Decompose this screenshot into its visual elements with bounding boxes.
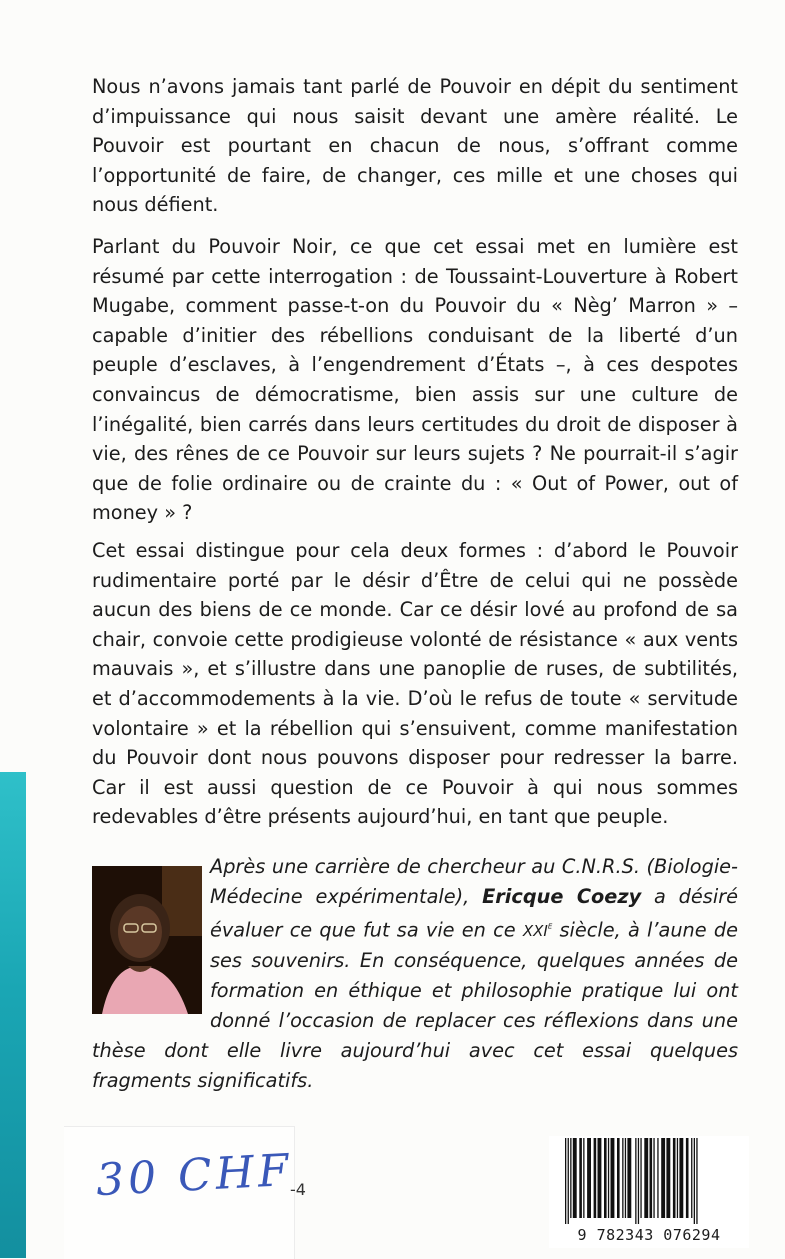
barcode-number: 9 782343 076294 [577, 1226, 721, 1244]
barcode-bar [657, 1138, 658, 1218]
barcode-bar [653, 1138, 654, 1218]
bio-century-sup: e [547, 921, 553, 932]
barcode-bar [598, 1138, 602, 1218]
barcode-bar [644, 1138, 648, 1218]
barcode-bar [594, 1138, 597, 1218]
barcode-bar [573, 1138, 577, 1218]
barcode-bar [666, 1138, 670, 1218]
barcode-bar [604, 1138, 607, 1218]
barcode-bar [625, 1138, 626, 1218]
barcode-bar [617, 1138, 620, 1218]
barcode-bars [563, 1138, 739, 1224]
barcode-bar [622, 1138, 623, 1218]
barcode-bar [587, 1138, 591, 1218]
barcode-bar [570, 1138, 571, 1218]
barcode-bar [673, 1138, 676, 1218]
barcode-bar [627, 1138, 631, 1218]
barcode-bar [638, 1138, 639, 1224]
cover-spine-strip [0, 772, 26, 1258]
barcode [549, 1136, 749, 1248]
barcode-bar [568, 1138, 569, 1224]
author-name: Ericque Coezy [482, 885, 642, 908]
photo-spacer [92, 852, 210, 1020]
bio-text-end: siècle, à l’aune de ses souvenirs. En conséquence, quelques années de formation en éthique et philosophie pratique lui ont donné l’occasion de replacer ces réflexions dans une thèse dont elle livre aujourd’hui avec cet essai quelques fragments significatifs. [92, 918, 738, 1093]
bio-text-middle: a désiré évaluer ce que fut sa vie en ce [210, 885, 738, 942]
barcode-bar [677, 1138, 678, 1218]
barcode-bar [611, 1138, 615, 1218]
paragraph-black-power: Parlant du Pouvoir Noir, ce que cet essai met en lumière est résumé par cette interrogation : de Toussaint-Louverture à Robert Mugabe, comment passe-t-on du Pouvoir du « Nèg’ Marron » – capable d’initier des rébellions conduisant de la liberté d’un peuple d’esclaves, à l’engendrement d’États –, à ces despotes convaincus de démocratisme, bien assis sur une culture de l’inégalité, bien carrés dans leurs certitudes du droit de disposer à vie, des rênes de ce Pouvoir sur leurs sujets ? Ne pourrait-il s’agir que de folie ordinaire ou de crainte du : « Out of Power, out of money » ? [92, 235, 738, 525]
barcode-bar [650, 1138, 653, 1218]
barcode-bar [694, 1138, 695, 1224]
bio-century-roman: XXI [522, 922, 548, 941]
barcode-bar [579, 1138, 582, 1218]
barcode-bar [640, 1138, 641, 1218]
author-bio [92, 852, 738, 1096]
barcode-bar [691, 1138, 692, 1218]
bio-century [523, 918, 552, 941]
barcode-bar [661, 1138, 665, 1218]
bio-text-start: Après une carrière de chercheur au C.N.R.S. (Biologie-Médecine expérimentale), [210, 855, 738, 908]
barcode-bar [565, 1138, 566, 1224]
isbn-suffix: -4 [290, 1180, 306, 1199]
barcode-bar [635, 1138, 636, 1224]
barcode-bar [696, 1138, 697, 1224]
paragraph-intro: Nous n’avons jamais tant parlé de Pouvoir en dépit du sentiment d’impuissance qui nous saisit devant une amère réalité. Le Pouvoir est pourtant en chacun de nous, s’offrant comme l’opportunité de faire, de changer, ces mille et une choses qui nous défient. [92, 75, 738, 217]
barcode-bar [686, 1138, 689, 1218]
barcode-bar [679, 1138, 683, 1218]
handwritten-price: 30 CHF [94, 1144, 294, 1207]
barcode-bar [583, 1138, 584, 1218]
barcode-bar [608, 1138, 609, 1218]
paragraph-two-forms: Cet essai distingue pour cela deux formes : d’abord le Pouvoir rudimentaire porté par le désir d’Être de celui qui ne possède aucun des biens de ce monde. Car ce désir lové au profond de sa chair, convoie cette prodigieuse volonté de résistance « aux vents mauvais », et s’illustre dans une panoplie de ruses, de subtilités, et d’accommodements à la vie. D’où le refus de toute « servitude volontaire » et la rébellion qui s’ensuivent, comme manifestation du Pouvoir dont nous pouvons disposer pour redresser la barre. Car il est aussi question de ce Pouvoir à qui nous sommes redevables d’être présents aujourd’hui, en tant que peuple. [92, 539, 738, 829]
